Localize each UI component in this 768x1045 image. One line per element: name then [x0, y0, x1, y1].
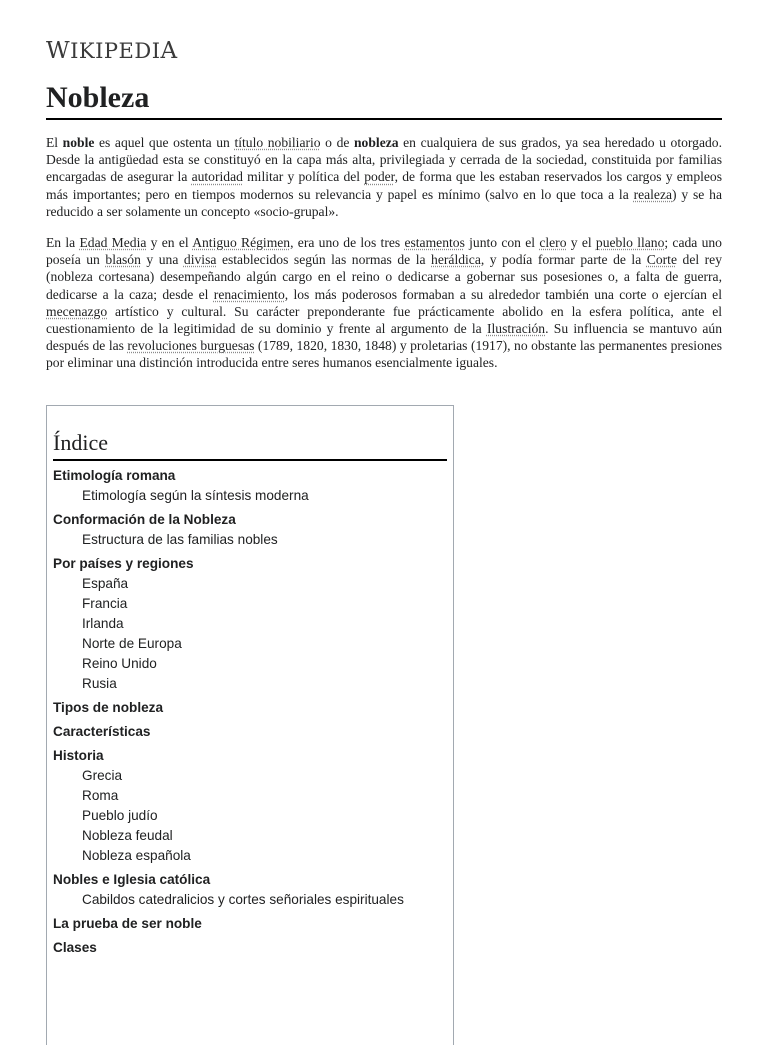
text: ) y se ha reducido a ser solamente un concepto «socio-grupal». [46, 186, 722, 219]
toc-subsection-link[interactable]: Francia [82, 596, 128, 611]
link-divisa[interactable]: divisa [183, 252, 217, 268]
toc-section [53, 938, 447, 958]
text: , y podía formar parte de la [480, 252, 647, 268]
link-renacimiento[interactable]: renacimiento [213, 286, 285, 302]
text: en cualquiera de sus grados, ya sea heredado u otorgado. Desde la antigüedad esta se constituyó en la capa más alta, privilegiada y cerrada de la sociedad, constituida por familias encargadas de asegurar la [46, 135, 723, 185]
wordmark-middle: IKIPEDI [70, 39, 161, 63]
toc-subsection-link[interactable]: Rusia [82, 676, 117, 691]
text: establecidos según las normas de la [216, 252, 432, 268]
toc-subsection-link[interactable]: Nobleza feudal [82, 828, 173, 843]
link-poder[interactable]: poder [364, 169, 395, 185]
text: En la [46, 235, 80, 251]
toc-section [53, 722, 447, 742]
toc-subsection-link[interactable]: Grecia [82, 768, 123, 783]
toc-section-link[interactable]: Etimología romana [53, 468, 176, 483]
toc-section [53, 914, 447, 934]
wikipedia-wordmark[interactable] [46, 38, 722, 68]
toc-section [53, 698, 447, 718]
toc-section [53, 554, 447, 694]
toc-subsection-link[interactable]: Cabildos catedralicios y cortes señoriales espirituales [82, 892, 404, 907]
toc-subsection-link[interactable]: Estructura de las familias nobles [82, 532, 278, 547]
link-estamentos[interactable]: estamentos [404, 235, 465, 251]
link-realeza[interactable]: realeza [633, 186, 673, 202]
toc-section-link[interactable]: Nobles e Iglesia católica [53, 872, 211, 887]
text: . Su influencia se mantuvo aún después de las [46, 321, 722, 354]
page-title: Nobleza [46, 80, 722, 120]
link-autoridad[interactable]: autoridad [191, 169, 243, 185]
link-heraldica[interactable]: heráldica [431, 252, 481, 268]
text: junto con el [464, 235, 540, 251]
link-mecenazgo[interactable]: mecenazgo [46, 303, 108, 319]
bold-term-noble: noble [62, 135, 95, 150]
toc-subsection-link[interactable]: Irlanda [82, 616, 124, 631]
toc-subsection-link[interactable]: Etimología según la síntesis moderna [82, 488, 309, 503]
link-revoluciones-burguesas[interactable]: revoluciones burguesas [127, 338, 255, 354]
toc-subsection-link[interactable]: Norte de Europa [82, 636, 182, 651]
toc-subsection-list [53, 574, 447, 694]
text: y una [140, 252, 184, 268]
text: y el [566, 235, 596, 251]
toc-subsection-link[interactable]: España [82, 576, 129, 591]
link-edad-media[interactable]: Edad Media [79, 235, 147, 251]
toc-section-link[interactable]: Historia [53, 748, 104, 763]
text: , era uno de los tres [290, 235, 405, 251]
text: artístico y cultural. Su carácter preponderante fue prácticamente abolido en la esfera política, ante el cuestionamiento de la legitimidad de su dominio y frente al argumento de la [46, 303, 722, 337]
toc-section-link[interactable]: Por países y regiones [53, 556, 194, 571]
intro-paragraph-2 [46, 234, 722, 372]
toc-subsection-link[interactable]: Reino Unido [82, 656, 157, 671]
toc-section-link[interactable]: Clases [53, 940, 97, 955]
text: militar y política del [242, 169, 365, 185]
intro-paragraph-1 [46, 134, 722, 220]
link-corte[interactable]: Corte [646, 252, 677, 268]
toc-section-link[interactable]: Tipos de nobleza [53, 700, 164, 715]
toc-subsection-list [53, 530, 447, 550]
toc-subsection-list [53, 766, 447, 866]
article [46, 38, 722, 372]
toc-section [53, 466, 447, 506]
text: (1789, 1820, 1830, 1848) y proletarias (1917), no obstante las permanentes presiones por eliminar una distinción introducida entre seres humanos esencialmente iguales. [46, 338, 722, 371]
toc-subsection-link[interactable]: Pueblo judío [82, 808, 158, 823]
text: ; cada uno poseía un [46, 235, 722, 268]
text: El [46, 135, 63, 150]
wordmark-final: A [160, 38, 178, 64]
bold-term-nobleza: nobleza [354, 135, 399, 150]
toc-section-link[interactable]: La prueba de ser noble [53, 916, 202, 931]
toc-subsection-list [53, 890, 447, 910]
table-of-contents [46, 405, 454, 1045]
toc-list [53, 466, 447, 958]
text: , de forma que les estaban reservados los cargos y empleos más importantes; pero en tiempos modernos su relevancia y papel es mínimo (salvo en lo que toca a la [46, 169, 723, 202]
link-antiguo-regimen[interactable]: Antiguo Régimen [192, 235, 291, 251]
toc-section-link[interactable]: Conformación de la Nobleza [53, 512, 236, 527]
link-clero[interactable]: clero [539, 235, 567, 251]
link-ilustracion[interactable]: Ilustración [486, 321, 546, 337]
link-blason[interactable]: blasón [105, 252, 141, 268]
text: y en el [146, 235, 193, 251]
link-titulo-nobiliario[interactable]: título nobiliario [234, 135, 321, 150]
toc-subsection-link[interactable]: Nobleza española [82, 848, 191, 863]
toc-subsection-list [53, 486, 447, 506]
toc-section [53, 870, 447, 910]
toc-title: Índice [53, 430, 447, 461]
toc-section [53, 510, 447, 550]
wordmark-initial: W [46, 38, 71, 64]
toc-section [53, 746, 447, 866]
link-pueblo-llano[interactable]: pueblo llano [595, 235, 665, 251]
text: , los más poderosos formaban a su alrededor también una corte o ejercían el [284, 286, 722, 302]
text: o de [320, 135, 354, 150]
toc-subsection-link[interactable]: Roma [82, 788, 119, 803]
text: es aquel que ostenta un [94, 135, 235, 150]
text: del rey (nobleza cortesana) desempeñando algún cargo en el reino o dedicarse a gobernar sus posesiones o, a falta de guerra, dedicarse a la caza; desde el [46, 252, 723, 302]
toc-section-link[interactable]: Características [53, 724, 151, 739]
